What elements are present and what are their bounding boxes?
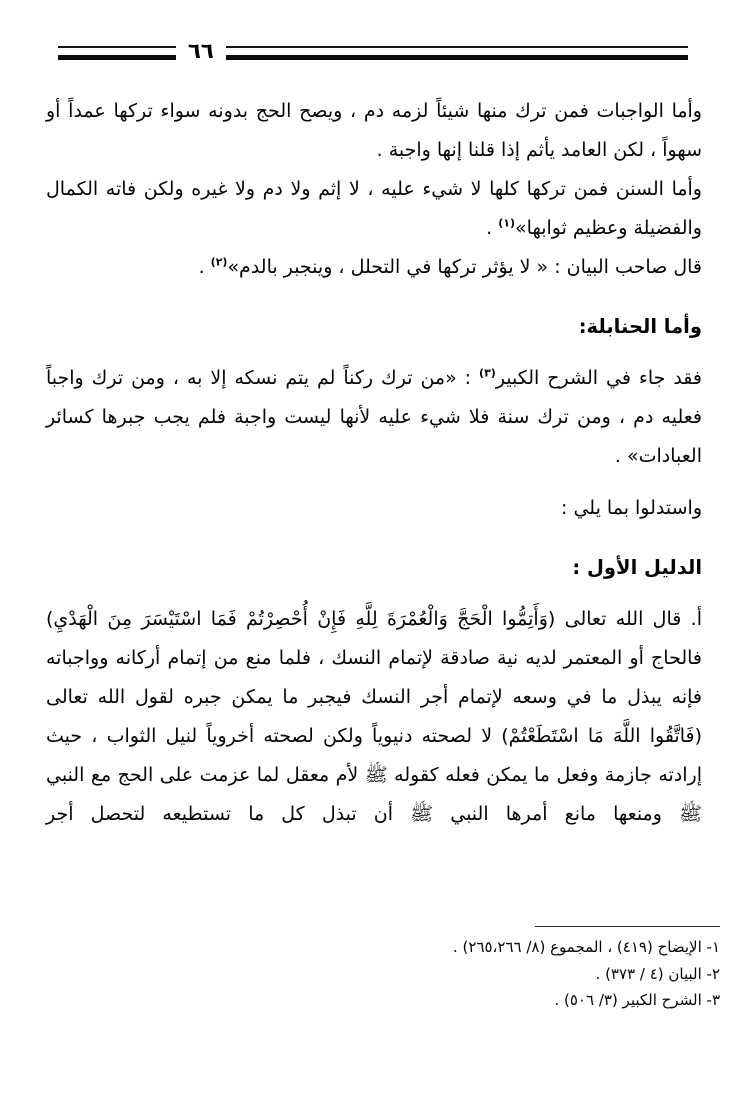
page-number: ٦٦ <box>176 35 226 69</box>
footnote-ref-3: (٣) <box>479 366 496 380</box>
heading-hanabila: وأما الحنابلة: <box>578 314 702 338</box>
page-body <box>46 92 702 834</box>
footnote-item-2: ٢- البيان (٤ / ٣٧٣) . <box>595 964 720 983</box>
paragraph-wajibat <box>46 92 702 170</box>
paragraph-text: وأما السنن فمن تركها كلها لا شيء عليه ، لا إثم ولا دم ولا غيره ولكن فاته الكمال والفضيلة وعظيم ثوابها» <box>46 177 702 239</box>
header-rule-thick <box>58 55 688 60</box>
paragraph-sharh-kabir <box>46 359 702 476</box>
paragraph-sahib-albayan <box>46 248 702 287</box>
page-header <box>58 39 688 68</box>
paragraph-text: قال صاحب البيان : « لا يؤثر تركها في التحلل ، وينجبر بالدم» <box>227 255 702 278</box>
paragraph-dalil-text: أ. قال الله تعالى (وَأَتِمُّوا الْحَجَّ وَالْعُمْرَةَ لِلَّهِ فَإِنْ أُحْصِرْتُمْ فَمَا اسْتَيْسَرَ مِنَ الْهَدْيِ) فالحاج أو المعتمر لديه نية صادقة لإتمام النسك ، فلما منع من إتمام أركانه وواجباته فإنه يبذل ما في وسعه لإتمام أجر النسك فيجبر ما يمكن جبره لقول الله تعالى (فَاتَّقُوا اللَّهَ مَا اسْتَطَعْتُمْ) لا لصحته دنيوياً ولكن لصحته أخروياً لنيل الثواب ، حيث إرادته جازمة وفعل ما يمكن فعله كقوله ﷺ لأم معقل لما عزمت على الحج مع النبي ﷺ ومنعها مانع أمرها النبي ﷺ أن تبذل كل ما تستطيعه لتحصل أجر <box>46 608 702 826</box>
paragraph-text: فقد جاء في الشرح الكبير <box>495 366 702 389</box>
heading-dalil-awwal: الدليل الأول : <box>572 556 702 580</box>
footnotes-section <box>46 926 720 1013</box>
footnote-separator <box>535 926 720 927</box>
paragraph-tail: . <box>486 216 499 239</box>
footnote-item-3: ٣- الشرح الكبير (٣/ ٥٠٦) . <box>554 990 720 1009</box>
paragraph-text: وأما الواجبات فمن ترك منها شيئاً لزمه دم ، ويصح الحج بدونه سواء تركها عمداً أو سهواً ، لكن العامد يأثم إذا قلنا إنها واجبة . <box>46 100 702 161</box>
paragraph-tail: . <box>198 255 211 278</box>
paragraph-sunan <box>46 170 702 248</box>
paragraph-istadallu: واستدلوا بما يلي : <box>561 497 702 520</box>
footnote-ref-2: (٢) <box>210 255 228 269</box>
footnote-ref-1: (١) <box>498 216 516 230</box>
paragraph-tail: : «من ترك ركناً لم يتم نسكه إلا به ، ومن ترك واجباً فعليه دم ، ومن ترك سنة فلا شيء عليه لأنها ليست واجبة فلم يجب جبرها كسائر العبادات» . <box>46 366 702 467</box>
header-rule-thin <box>58 46 688 48</box>
footnote-item-1: ١- الإيضاح (٤١٩) ، المجموع (٨/ ٢٦٥،٢٦٦) . <box>453 938 720 957</box>
